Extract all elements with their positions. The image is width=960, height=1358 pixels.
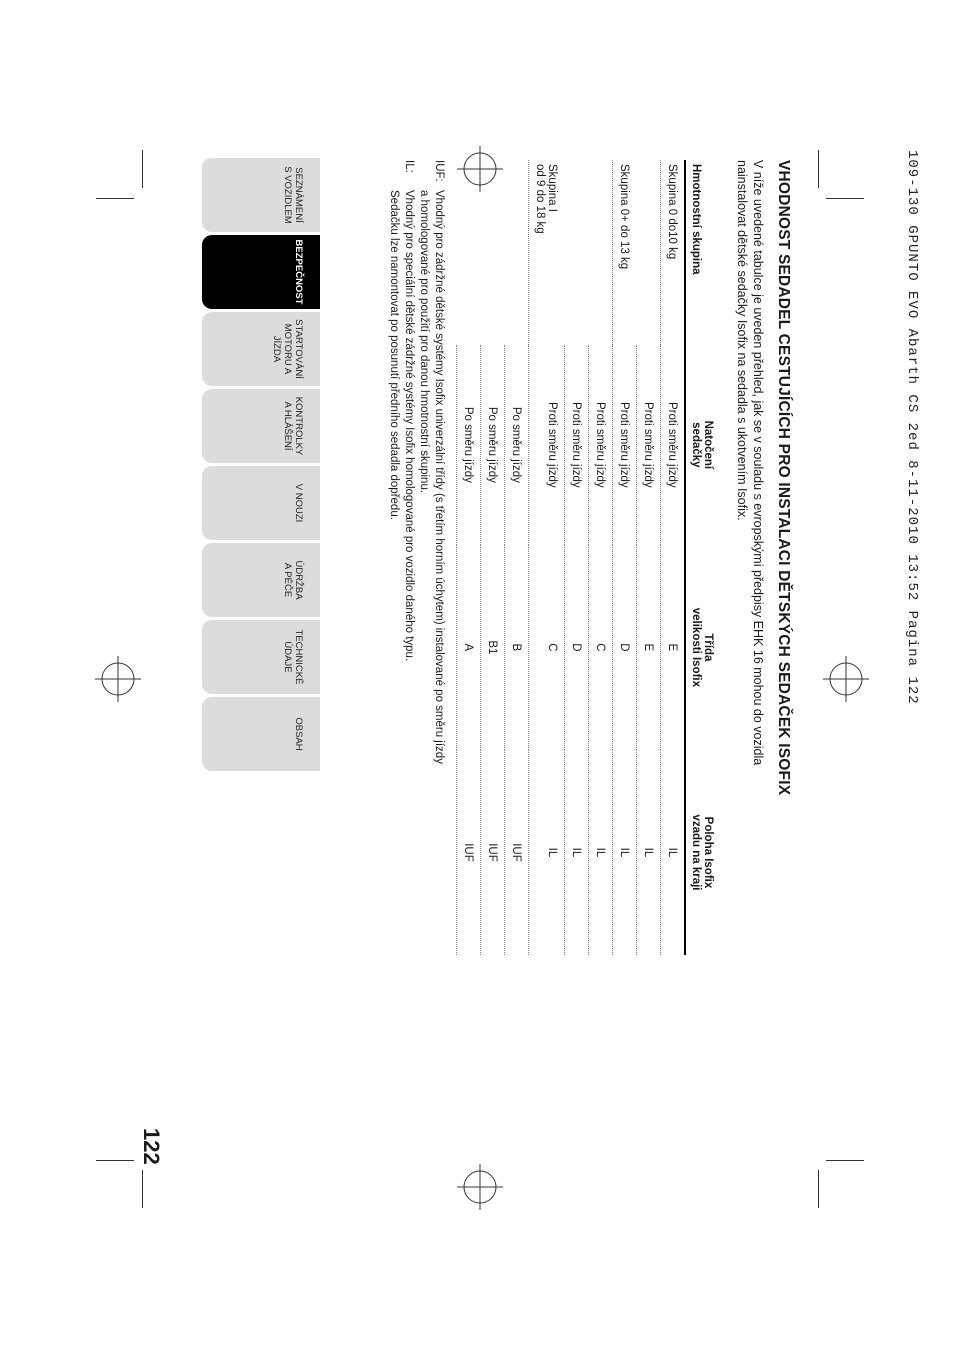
table-cell: Proti směru jízdy xyxy=(529,345,565,545)
column-header: Poloha Isofix vzadu na kraji xyxy=(685,750,720,955)
table-cell: B1 xyxy=(481,545,505,750)
table-cell xyxy=(505,160,529,345)
table-cell: C xyxy=(529,545,565,750)
intro-text xyxy=(734,160,766,960)
footnotes xyxy=(387,160,447,960)
tab-v-nouzi[interactable]: V NOUZI xyxy=(202,466,320,540)
table-row xyxy=(457,160,481,955)
intro-line: V níže uvedené tabulce je uveden přehled, jak se v souladu s evropskými předpisy EHK 16 mohou do vozidla xyxy=(751,160,765,766)
table-cell xyxy=(589,160,613,345)
table-cell: IUF xyxy=(505,750,529,955)
table-cell: E xyxy=(637,545,661,750)
page-number: 122 xyxy=(139,1128,164,1165)
table-cell: Po směru jízdy xyxy=(505,345,529,545)
table-row xyxy=(529,160,565,955)
table-cell: IL xyxy=(589,750,613,955)
tab-sezn-men-[interactable]: SEZNÁMENÍ S VOZIDLEM xyxy=(202,158,320,232)
footnote: IUF: Vhodný pro zádržné dětské systémy Isofix univerzální třídy (s třetím horním úchytem) instalované po směru jízdy a homologované pro použití pro danou hmotnostní skupinu. xyxy=(418,160,446,764)
table-cell: IL xyxy=(661,750,686,955)
table-row xyxy=(637,160,661,955)
tab-kontrolky[interactable]: KONTROLKY A HLÁŠENÍ xyxy=(202,389,320,463)
table-cell: C xyxy=(589,545,613,750)
print-slug: 109-130 GPUNTO EVO Abarth CS 2ed 8-11-2010 13:52 Pagina 122 xyxy=(904,150,920,705)
table-cell: Skupina 0+ do 13 kg xyxy=(613,160,637,345)
table-cell: Po směru jízdy xyxy=(481,345,505,545)
table-row xyxy=(481,160,505,955)
table-cell: A xyxy=(457,545,481,750)
table-header-row xyxy=(685,160,720,955)
table-cell xyxy=(481,160,505,345)
intro-line: nainstalovat dětské sedačky Isofix na sedadla s ukotvením Isofix. xyxy=(735,160,749,521)
table-cell: E xyxy=(661,545,686,750)
table-cell: Po směru jízdy xyxy=(457,345,481,545)
isofix-table xyxy=(457,160,721,955)
table-cell: B xyxy=(505,545,529,750)
column-header: Natočení sedačky xyxy=(685,345,720,545)
table-cell: IUF xyxy=(457,750,481,955)
tab--dr-ba[interactable]: ÚDRŽBA A PÉČE xyxy=(202,543,320,617)
table-cell: Proti směru jízdy xyxy=(637,345,661,545)
chapter-tabs xyxy=(190,158,320,774)
main-content xyxy=(387,160,793,960)
table-cell: Proti směru jízdy xyxy=(661,345,686,545)
table-row xyxy=(613,160,637,955)
table-cell: Proti směru jízdy xyxy=(565,345,589,545)
table-cell xyxy=(637,160,661,345)
table-cell: IL xyxy=(529,750,565,955)
table-row xyxy=(565,160,589,955)
table-cell xyxy=(565,160,589,345)
tab-startov-n-[interactable]: STARTOVÁNÍ MOTORU A JÍZDA xyxy=(202,312,320,386)
table-cell xyxy=(457,160,481,345)
tab-obsah[interactable]: OBSAH xyxy=(202,697,320,771)
table-row xyxy=(661,160,686,955)
tab-bezpe-nost[interactable]: BEZPEČNOST xyxy=(202,235,320,309)
table-cell: IL xyxy=(565,750,589,955)
page-title: VHODNOST SEDADEL CESTUJÍCÍCH PRO INSTALACI DĚTSKÝCH SEDAČEK ISOFIX xyxy=(775,160,792,796)
footnote: IL: Vhodný pro speciální dětské zádržné systémy Isofix homologované pro vozidlo daného typu. Sedačku lze namontovat po posunutí předního sedadla dopředu. xyxy=(388,160,416,662)
table-cell: IL xyxy=(637,750,661,955)
column-header: Hmotnostní skupina xyxy=(685,160,720,345)
column-header: Třída velikosti Isofix xyxy=(685,545,720,750)
table-row xyxy=(589,160,613,955)
table-row xyxy=(505,160,529,955)
table-cell: IUF xyxy=(481,750,505,955)
table-cell: IL xyxy=(613,750,637,955)
table-cell: Skupina I od 9 do 18 kg xyxy=(529,160,565,345)
table-cell: Skupina 0 do10 kg xyxy=(661,160,686,345)
table-cell: Proti směru jízdy xyxy=(589,345,613,545)
table-cell: D xyxy=(565,545,589,750)
tab-technick-[interactable]: TECHNICKÉ ÚDAJE xyxy=(202,620,320,694)
table-cell: D xyxy=(613,545,637,750)
table-cell: Proti směru jízdy xyxy=(613,345,637,545)
